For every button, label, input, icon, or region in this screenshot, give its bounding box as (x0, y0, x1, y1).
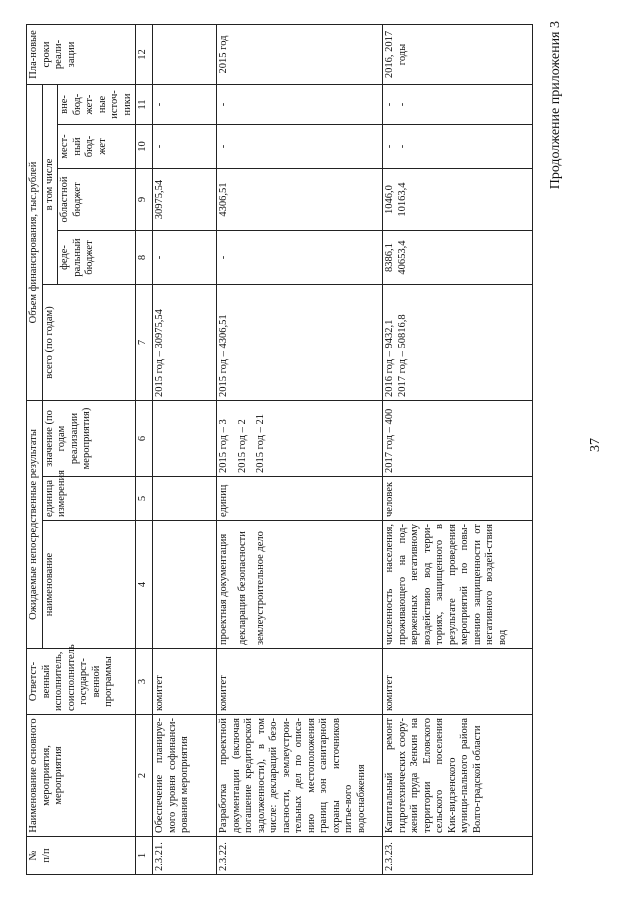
fed-line: 8386,1 (384, 243, 395, 272)
row-ext: - (153, 84, 217, 124)
program-table (26, 24, 533, 875)
row-num: 2.3.23. (383, 837, 533, 875)
col-number: 10 (136, 125, 153, 169)
row-loc: - (153, 125, 217, 169)
row-responsible: комитет (217, 649, 383, 715)
row-ext (383, 84, 533, 124)
result-item: проектная документация (218, 533, 229, 645)
header-financing: Объем финансирования, тыс.рублей (27, 84, 43, 400)
total-line: 2017 год – 50816,8 (396, 314, 408, 397)
loc-line: - (396, 144, 408, 149)
table-row (217, 24, 383, 874)
header-res-name: наименование (42, 521, 136, 649)
col-number: 9 (136, 169, 153, 231)
header-fin-reg: областной бюджет (58, 169, 136, 231)
row-res-value (217, 401, 383, 477)
header-fin-incl: в том числе (42, 84, 58, 284)
header-plan: Пла-новые сроки реали-зации (27, 24, 136, 84)
table-row (383, 24, 533, 874)
table-row (153, 24, 217, 874)
header-responsible: Ответст-венный исполнитель, соисполнитель государст-венной программы (27, 649, 136, 715)
row-total (383, 285, 533, 401)
header-fin-loc: мест-ный бюд-жет (58, 125, 136, 169)
row-fed: - (217, 231, 383, 285)
total-line: 2016 год – 9432,1 (384, 319, 395, 397)
col-number: 6 (136, 401, 153, 477)
row-responsible: комитет (153, 649, 217, 715)
row-total: 2015 год – 4306,51 (217, 285, 383, 401)
row-res-unit (153, 477, 217, 521)
row-ext: - (217, 84, 383, 124)
col-number: 4 (136, 521, 153, 649)
row-plan (153, 24, 217, 84)
row-plan: 2016, 2017 годы (383, 24, 533, 84)
loc-line: - (384, 144, 395, 149)
row-plan: 2015 год (217, 24, 383, 84)
row-res-unit: человек (383, 477, 533, 521)
header-res-value: значение (по годам реализации мероприятия) (42, 401, 136, 477)
header-num: № п/п (27, 837, 136, 875)
row-name: Обеспечение планируе-мого уровня софинанси-рования мероприятия (153, 715, 217, 837)
header-fin-total: всего (по годам) (42, 285, 136, 401)
col-number: 3 (136, 649, 153, 715)
ext-line: - (396, 102, 408, 107)
col-number: 8 (136, 231, 153, 285)
row-responsible: комитет (383, 649, 533, 715)
column-number-row (136, 24, 153, 874)
page-number: 37 (588, 438, 603, 452)
result-value: 2015 год – 3 (218, 419, 229, 473)
row-fed (383, 231, 533, 285)
row-reg: 4306,51 (217, 169, 383, 231)
col-number: 2 (136, 715, 153, 837)
header-results: Ожидаемые непосредственные результаты (27, 401, 43, 649)
result-item: декларация безопасности (236, 531, 248, 645)
row-res-value (153, 401, 217, 477)
row-num: 2.3.21. (153, 837, 217, 875)
row-name: Разработка проектной документации (включая погашение кредиторской задолженности), в том числе: деклараций безо-пасности, землеустрои-тельных дел по описа-нию местоположения границ зон санитарной охраны источников питье-вого водоснабжения (217, 715, 383, 837)
row-loc (383, 125, 533, 169)
reg-line: 10163,4 (396, 182, 408, 217)
header-name: Наименование основного мероприятия, мероприятия (27, 715, 136, 837)
header-fin-fed: феде-ральный бюджет (58, 231, 136, 285)
row-reg: 30975,54 (153, 169, 217, 231)
row-res-name (153, 521, 217, 649)
row-total: 2015 год – 30975,54 (153, 285, 217, 401)
result-item: землеустроительное дело (255, 531, 266, 645)
rotated-page (0, 15, 640, 875)
row-res-unit: единиц (217, 477, 383, 521)
header-fin-ext: вне-бюд-жет-ные источ-ники (58, 84, 136, 124)
row-res-value: 2017 год – 400 (383, 401, 533, 477)
appendix-caption: Продолжение приложения 3 (548, 21, 563, 190)
reg-line: 1046,0 (384, 185, 395, 214)
result-value: 2015 год – 2 (236, 419, 248, 473)
col-number: 11 (136, 84, 153, 124)
header-res-unit: единица измерения (42, 477, 136, 521)
fed-line: 40653,4 (396, 240, 408, 275)
col-number: 1 (136, 837, 153, 875)
row-reg (383, 169, 533, 231)
result-value: 2015 год – 21 (255, 414, 266, 473)
row-loc: - (217, 125, 383, 169)
row-fed: - (153, 231, 217, 285)
row-name: Капитальный ремонт гидротехнических соору-жений пруда Зенкин на территории Еловского сельского поселения Кик-видзенского муници-пального района Волго-градской области (383, 715, 533, 837)
row-num: 2.3.22. (217, 837, 383, 875)
col-number: 5 (136, 477, 153, 521)
row-res-name (217, 521, 383, 649)
row-res-name: численность населения, проживающего на под-верженных негативному воздействию вод терри-ториях, защищенного в результате проведения мероприятий по повы-шению защищенности от негативного воздей-ствия вод (383, 521, 533, 649)
ext-line: - (384, 102, 395, 107)
col-number: 7 (136, 285, 153, 401)
col-number: 12 (136, 24, 153, 84)
